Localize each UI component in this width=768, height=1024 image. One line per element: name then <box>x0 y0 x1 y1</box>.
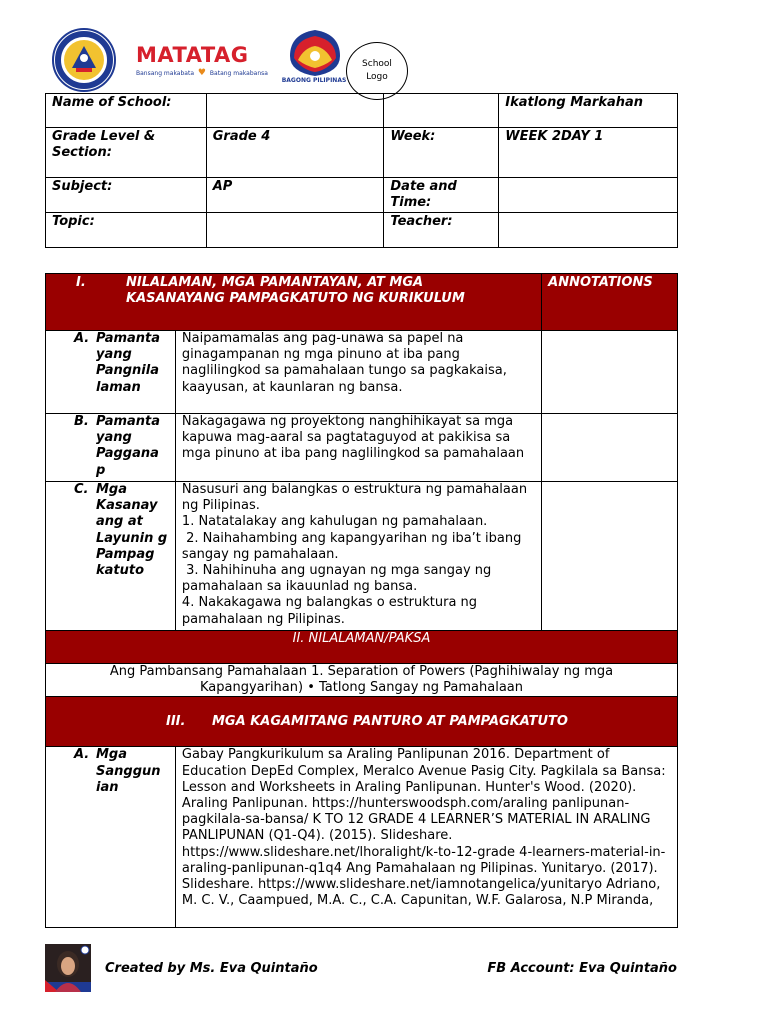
footer <box>45 944 685 994</box>
row-pamantayang-pangnilalaman <box>46 331 678 414</box>
info-row-subject <box>46 178 678 213</box>
competency-1: 1. Natatalakay ang kahulugan ng pamahalaan. <box>181 514 488 530</box>
school-value <box>206 94 384 128</box>
competency-2: 2. Naihahambing ang kapangyarihan ng iba’t ibang sangay ng pamahalaan. <box>181 530 526 562</box>
school-label: Name of School: <box>46 94 207 128</box>
author-photo-icon <box>45 944 91 992</box>
grade-value: Grade 4 <box>206 128 384 178</box>
date-value <box>499 178 678 213</box>
annotations-header: ANNOTATIONS <box>542 274 678 331</box>
subject-label: Subject: <box>46 178 207 213</box>
section-3-title: MGA KAGAMITANG PANTURO AT PAMPAGKATUTO <box>212 713 568 729</box>
subject-value: AP <box>206 178 384 213</box>
blank-cell <box>384 94 499 128</box>
section-2-header <box>46 631 678 664</box>
row-b-label <box>46 414 176 482</box>
matatag-tagline-right: Batang makabansa <box>209 70 268 77</box>
row-c-label <box>46 482 176 631</box>
created-by-text: Created by Ms. Eva Quintaño <box>105 961 318 976</box>
school-logo-placeholder <box>346 42 408 100</box>
section-1-number: I. <box>76 275 86 290</box>
competency-3: 3. Nahihinuha ang ugnayan ng mga sangay ng pamahalaan sa ikauunlad ng bansa. <box>181 563 496 595</box>
row-a-letter: A. <box>74 331 90 346</box>
row-b-label-text: Pamanta yang Paggana p <box>96 414 161 478</box>
section-1-title-cell <box>46 274 542 331</box>
row-d-label <box>46 747 176 928</box>
section-2-title: II. NILALAMAN/PAKSA <box>46 631 678 664</box>
row-c-content <box>175 482 541 631</box>
info-row-school <box>46 94 678 128</box>
row-d-label-text: Mga Sanggun ian <box>96 747 161 795</box>
row-a-content: Naipamamalas ang pag-unawa sa papel na ginagampanan ng mga pinuno at iba pang naglilingkod sa pamahalaan tungo sa pagkakaisa, kaayusan, at kaunlaran ng bansa. <box>175 331 541 414</box>
section-1-title: NILALAMAN, MGA PAMANTAYAN, AT MGA KASANAYANG PAMPAGKATUTO NG KURIKULUM <box>126 275 465 307</box>
week-label: Week: <box>384 128 499 178</box>
section-1-header <box>46 274 678 331</box>
row-c-letter: C. <box>74 482 89 497</box>
row-a-label-text: Pamanta yang Pangnila laman <box>96 331 161 395</box>
fb-account-text: FB Account: Eva Quintaño <box>487 961 677 976</box>
date-label: Date and Time: <box>384 178 499 213</box>
row-a-annotation <box>542 331 678 414</box>
lesson-table <box>45 273 678 928</box>
quarter-value: Ikatlong Markahan <box>499 94 678 128</box>
row-b-letter: B. <box>74 414 89 429</box>
matatag-tagline-left: Bansang makabata <box>136 70 194 77</box>
info-row-topic <box>46 213 678 248</box>
competency-4: 4. Nakakagawa ng balangkas o estruktura ng pamahalaan ng Pilipinas. <box>181 595 478 627</box>
bagong-pilipinas-label: BAGONG PILIPINAS <box>281 77 347 84</box>
row-b-content: Nakagagawa ng proyektong nanghihikayat sa mga kapuwa mag-aaral sa pagtataguyod at pakikisa sa mga pinuno at iba pang naglilingkod sa pamahalaan <box>175 414 541 482</box>
section-3-header <box>46 697 678 747</box>
grade-label: Grade Level & Section: <box>46 128 207 178</box>
row-a-label <box>46 331 176 414</box>
matatag-tagline <box>136 68 286 78</box>
school-logo-line1: School <box>362 59 392 69</box>
info-row-grade <box>46 128 678 178</box>
row-b-annotation <box>542 414 678 482</box>
row-mga-sanggunian <box>46 747 678 928</box>
competency-intro: Nasusuri ang balangkas o estruktura ng pamahalaan ng Pilipinas. <box>181 482 528 514</box>
teacher-label: Teacher: <box>384 213 499 248</box>
week-value: WEEK 2DAY 1 <box>499 128 678 178</box>
section-3-title-cell <box>46 697 678 747</box>
school-logo-line2: Logo <box>366 72 388 82</box>
row-mga-kasanayan <box>46 482 678 631</box>
heart-icon: ♥ <box>197 68 206 78</box>
topic-label: Topic: <box>46 213 207 248</box>
section-3-number: III. <box>166 713 186 729</box>
row-d-letter: A. <box>74 747 90 763</box>
info-table <box>45 93 678 248</box>
row-paksa <box>46 664 678 697</box>
row-pamantayang-pagganap <box>46 414 678 482</box>
deped-seal-icon <box>52 28 116 92</box>
matatag-title: MATATAG <box>136 43 249 67</box>
row-c-label-text: Mga Kasanay ang at Layunin g Pampag katuto <box>96 482 168 579</box>
references-content: Gabay Pangkurikulum sa Araling Panlipunan 2016. Department of Education DepEd Complex, Meralco Avenue Pasig City. Pagkilala sa Bansa: Lesson and Worksheets in Araling Panlipunan. Hunter's Wood. (2020). Araling Panlipunan. https://hunterswoodsph.com/araling panlipunan-pagkilala-sa-bansa/ K TO 12 GRADE 4 LEARNER’S MATERIAL IN ARALING PANLIPUNAN (Q1-Q4). (2015). Slideshare. https://www.slideshare.net/lhoralight/k-to-12-grade 4-learners-material-in-araling-panlipunan-q1q4 Ang Pamahalaan ng Pilipinas. Yunitaryo. (2017). Slideshare. https://www.slideshare.net/iamnotangelica/yunitaryo Adriano, M. C. V., Caampued, M.A. C., C.A. Capunitan, W.F. Galarosa, N.P Miranda, <box>175 747 677 928</box>
teacher-value <box>499 213 678 248</box>
row-c-annotation <box>542 482 678 631</box>
header-logos <box>48 26 448 96</box>
topic-value <box>206 213 384 248</box>
topic-content: Ang Pambansang Pamahalaan 1. Separation of Powers (Paghihiwalay ng mga Kapangyarihan) • Tatlong Sangay ng Pamahalaan <box>46 664 678 697</box>
